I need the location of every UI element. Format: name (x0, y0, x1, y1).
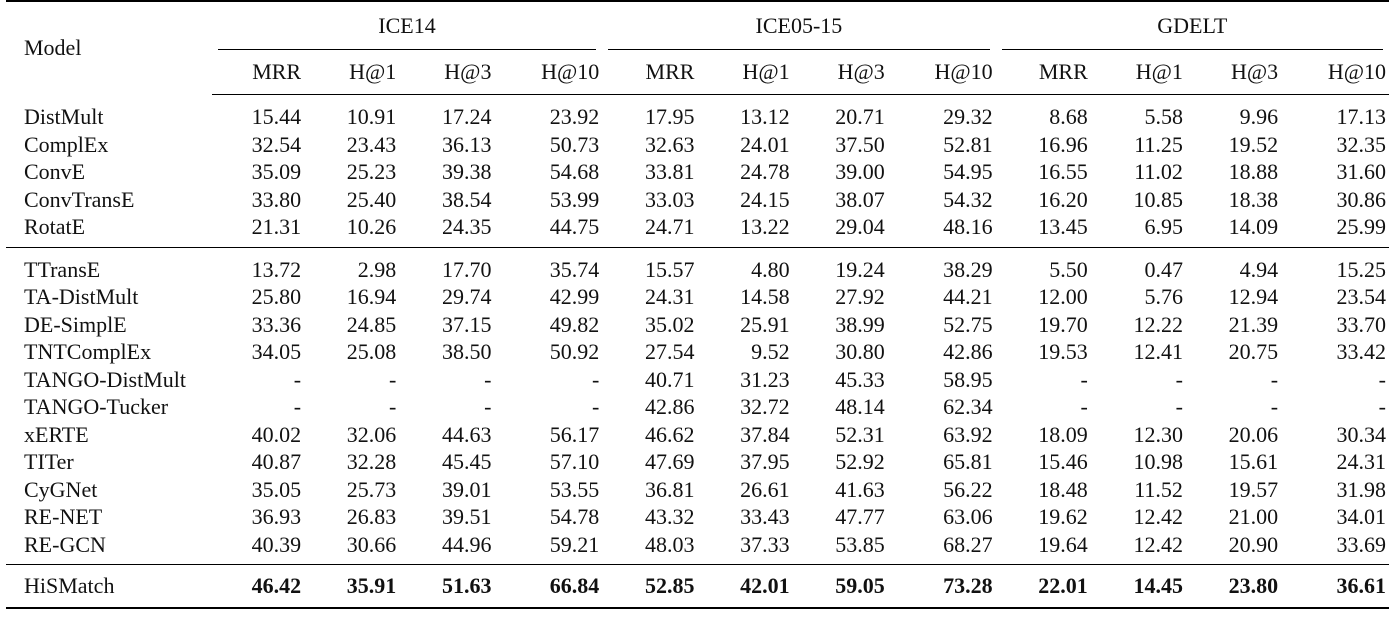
value-cell: - (1378, 366, 1386, 392)
value-cell: 53.85 (793, 531, 888, 565)
table-row (6, 247, 1389, 283)
value-cell: 19.52 (1228, 131, 1279, 157)
value-cell: 12.30 (1133, 421, 1183, 447)
value-cell: 33.81 (644, 159, 695, 184)
value-cell: 5.76 (1144, 284, 1183, 309)
table-row-proposed-model (6, 565, 1389, 609)
value-cell: 17.70 (441, 256, 492, 282)
value-cell: 38.54 (441, 186, 492, 212)
value-cell: 29.32 (943, 104, 993, 129)
value-cell: 44.21 (943, 284, 993, 309)
value-cell: 16.94 (346, 284, 397, 309)
value-cell: 57.10 (549, 449, 600, 474)
value-cell: - (1175, 366, 1183, 392)
model-name-cell: RotatE (6, 213, 212, 247)
group-underline (608, 49, 989, 50)
model-name-cell: ComplEx (24, 131, 109, 157)
value-cell: 37.84 (740, 421, 790, 447)
value-cell: 32.54 (251, 131, 302, 157)
value-cell: 12.22 (1133, 311, 1183, 337)
model-name-cell: TITer (24, 449, 74, 474)
model-name-cell: RE-NET (24, 504, 103, 529)
value-cell: 38.07 (835, 186, 885, 212)
metric-header: H@10 (494, 50, 602, 95)
value-cell: 32.28 (346, 449, 397, 474)
value-cell: 25.73 (346, 476, 397, 502)
value-cell: 4.94 (1239, 256, 1279, 282)
value-cell: 47.77 (835, 504, 885, 529)
value-cell: 24.31 (644, 284, 695, 309)
value-cell: 32.72 (740, 394, 790, 419)
value-cell: 33.36 (251, 311, 302, 337)
value-cell: 24.71 (602, 213, 697, 247)
value-cell: 30.34 (1336, 421, 1386, 447)
value-cell: 32.35 (1336, 131, 1386, 157)
value-cell: 27.92 (835, 284, 885, 309)
value-cell: 34.05 (251, 339, 302, 364)
value-cell: 33.03 (644, 186, 695, 212)
value-cell-best: 22.01 (996, 565, 1091, 609)
value-cell: 15.57 (644, 256, 695, 282)
value-cell: 40.02 (251, 421, 302, 447)
value-cell: 6.95 (1091, 213, 1186, 247)
model-name-cell: ConvE (24, 159, 86, 184)
value-cell-best: 66.84 (494, 565, 602, 609)
value-cell: 16.20 (1038, 186, 1088, 212)
value-cell: 19.53 (1038, 339, 1088, 364)
value-cell: 15.61 (1228, 449, 1279, 474)
value-cell: 24.78 (740, 159, 790, 184)
value-cell: 65.81 (943, 449, 993, 474)
model-name-cell: CyGNet (24, 476, 98, 502)
model-column-header: Model (6, 1, 212, 95)
value-cell: 35.05 (251, 476, 302, 502)
header-row-groups (6, 1, 1389, 50)
value-cell: 42.99 (549, 284, 600, 309)
value-cell-best: 46.42 (212, 565, 304, 609)
value-cell: 16.96 (1038, 131, 1088, 157)
value-cell: 10.85 (1133, 186, 1183, 212)
metric-header: H@1 (1091, 50, 1186, 95)
table-row (6, 186, 1389, 214)
value-cell: 31.23 (740, 366, 790, 392)
value-cell: 12.00 (1038, 284, 1088, 309)
value-cell: 56.17 (549, 421, 600, 447)
value-cell-best: 14.45 (1091, 565, 1186, 609)
metric-header: H@1 (304, 50, 399, 95)
value-cell: 2.98 (357, 256, 397, 282)
value-cell: 21.31 (212, 213, 304, 247)
group-header-ice14 (212, 1, 603, 50)
value-cell: 10.91 (346, 104, 397, 129)
value-cell: 53.55 (549, 476, 600, 502)
value-cell: 13.45 (996, 213, 1091, 247)
value-cell: 38.99 (835, 311, 885, 337)
value-cell: 41.63 (835, 476, 885, 502)
value-cell: 56.22 (943, 476, 993, 502)
value-cell: 37.15 (441, 311, 492, 337)
value-cell: 12.41 (1133, 339, 1183, 364)
results-table-container (6, 0, 1389, 609)
value-cell: 37.33 (697, 531, 792, 565)
value-cell: - (1270, 394, 1279, 419)
value-cell: 53.99 (549, 186, 600, 212)
value-cell: 63.92 (943, 421, 993, 447)
value-cell: 25.23 (346, 159, 397, 184)
value-cell: 49.82 (549, 311, 600, 337)
value-cell: 48.14 (835, 394, 885, 419)
model-name-cell: TANGO-DistMult (24, 366, 187, 392)
value-cell: 20.71 (835, 104, 885, 129)
metric-header: MRR (602, 50, 697, 95)
model-name-cell: TNTComplEx (24, 339, 152, 364)
value-cell: 30.66 (304, 531, 399, 565)
value-cell: 63.06 (943, 504, 993, 529)
value-cell-best: 59.05 (793, 565, 888, 609)
value-cell: 24.15 (740, 186, 790, 212)
model-name-cell: HiSMatch (6, 565, 212, 609)
value-cell: 23.54 (1336, 284, 1386, 309)
value-cell: 23.43 (346, 131, 397, 157)
value-cell: 39.51 (441, 504, 492, 529)
value-cell: 54.95 (943, 159, 993, 184)
value-cell: 18.09 (1038, 421, 1088, 447)
value-cell: 11.25 (1134, 131, 1183, 157)
value-cell: - (484, 394, 492, 419)
value-cell: 38.50 (441, 339, 492, 364)
value-cell: 19.70 (1038, 311, 1088, 337)
value-cell-best: 73.28 (888, 565, 996, 609)
value-cell: 18.38 (1228, 186, 1279, 212)
value-cell: 26.61 (740, 476, 790, 502)
value-cell: 54.32 (943, 186, 993, 212)
value-cell-best: 23.80 (1186, 565, 1281, 609)
value-cell: 25.08 (346, 339, 397, 364)
value-cell: 33.43 (740, 504, 790, 529)
value-cell: 5.58 (1144, 104, 1183, 129)
value-cell: 10.98 (1133, 449, 1183, 474)
value-cell: 15.44 (251, 104, 302, 129)
value-cell: 35.02 (644, 311, 695, 337)
metric-header: H@1 (697, 50, 792, 95)
value-cell: 20.75 (1228, 339, 1279, 364)
value-cell: 39.38 (441, 159, 492, 184)
table-row (6, 476, 1389, 504)
value-cell: - (591, 394, 600, 419)
value-cell-best: 52.85 (602, 565, 697, 609)
value-cell: 50.73 (549, 131, 600, 157)
value-cell: 34.01 (1336, 504, 1386, 529)
value-cell: 15.46 (1038, 449, 1088, 474)
value-cell: 25.80 (251, 284, 302, 309)
table-row (6, 283, 1389, 311)
value-cell: 36.13 (441, 131, 492, 157)
metric-header: MRR (212, 50, 304, 95)
value-cell: 32.06 (346, 421, 397, 447)
value-cell: 35.09 (251, 159, 302, 184)
value-cell: 35.74 (549, 256, 600, 282)
value-cell: 21.00 (1228, 504, 1279, 529)
model-name-cell: DE-SimplE (24, 311, 127, 337)
value-cell: 44.63 (441, 421, 492, 447)
value-cell: 9.52 (751, 339, 790, 364)
value-cell: 31.98 (1336, 476, 1386, 502)
value-cell: 18.88 (1228, 159, 1279, 184)
value-cell: 52.81 (943, 131, 993, 157)
group-header-ice05-15 (602, 1, 995, 50)
group-underline (218, 49, 597, 50)
value-cell: 37.95 (740, 449, 790, 474)
group-label: ICE14 (378, 13, 436, 38)
value-cell: 18.48 (1038, 476, 1088, 502)
value-cell: 19.62 (1038, 504, 1088, 529)
value-cell: 39.01 (441, 476, 492, 502)
model-name-cell: TA-DistMult (24, 284, 139, 309)
value-cell: 33.80 (251, 186, 302, 212)
value-cell: 40.71 (644, 366, 695, 392)
value-cell: - (388, 366, 397, 392)
value-cell: 48.03 (602, 531, 697, 565)
value-cell: 50.92 (549, 339, 600, 364)
value-cell: 24.35 (399, 213, 494, 247)
value-cell: 32.63 (644, 131, 695, 157)
value-cell: 25.91 (740, 311, 790, 337)
value-cell: 24.85 (346, 311, 397, 337)
value-cell: 36.81 (644, 476, 695, 502)
value-cell: 30.80 (835, 339, 885, 364)
value-cell: 13.12 (740, 104, 790, 129)
value-cell: 43.32 (644, 504, 695, 529)
value-cell: 23.92 (549, 104, 600, 129)
value-cell: - (484, 366, 492, 392)
value-cell: 11.52 (1134, 476, 1183, 502)
value-cell: 8.68 (1049, 104, 1088, 129)
value-cell: 26.83 (346, 504, 397, 529)
value-cell: 40.87 (251, 449, 302, 474)
table-row (6, 213, 1389, 247)
table-row (6, 338, 1389, 366)
value-cell: 14.09 (1186, 213, 1281, 247)
model-name-cell: DistMult (24, 103, 104, 129)
value-cell: 52.75 (943, 311, 993, 337)
value-cell-best: 35.91 (304, 565, 399, 609)
value-cell: 29.74 (441, 284, 492, 309)
model-name-cell: RE-GCN (6, 531, 212, 565)
table-row (6, 503, 1389, 531)
value-cell: 11.02 (1134, 159, 1183, 184)
value-cell: 13.22 (697, 213, 792, 247)
value-cell: 42.86 (943, 339, 993, 364)
value-cell: 40.39 (212, 531, 304, 565)
value-cell: - (1080, 366, 1088, 392)
value-cell-best: 51.63 (399, 565, 494, 609)
value-cell: 21.39 (1228, 311, 1279, 337)
value-cell: 9.96 (1239, 104, 1279, 129)
group-underline (1002, 49, 1383, 50)
value-cell: 15.25 (1336, 256, 1386, 282)
value-cell: 45.33 (835, 366, 885, 392)
metric-header: H@10 (888, 50, 996, 95)
value-cell: 30.86 (1336, 186, 1386, 212)
model-name-cell: TTransE (24, 256, 101, 282)
value-cell: 0.47 (1144, 256, 1183, 282)
value-cell: 4.80 (751, 256, 790, 282)
value-cell: 12.42 (1091, 531, 1186, 565)
metric-header: MRR (996, 50, 1091, 95)
value-cell: 33.70 (1336, 311, 1386, 337)
value-cell: - (388, 394, 397, 419)
group-header-gdelt (996, 1, 1389, 50)
value-cell-best: 36.61 (1281, 565, 1389, 609)
value-cell: 10.26 (304, 213, 399, 247)
model-name-cell: xERTE (24, 421, 89, 447)
value-cell: 44.75 (494, 213, 602, 247)
value-cell: 62.34 (943, 394, 993, 419)
value-cell: 20.90 (1186, 531, 1281, 565)
value-cell: 5.50 (1049, 256, 1088, 282)
value-cell: 19.64 (996, 531, 1091, 565)
value-cell: - (293, 394, 302, 419)
value-cell: 27.54 (644, 339, 695, 364)
value-cell: 17.24 (441, 104, 492, 129)
value-cell: 12.42 (1133, 504, 1183, 529)
table-row (6, 95, 1389, 131)
value-cell: - (1080, 394, 1088, 419)
metric-header: H@3 (399, 50, 494, 95)
value-cell: 48.16 (888, 213, 996, 247)
metric-header: H@10 (1281, 50, 1389, 95)
model-name-cell: ConvTransE (24, 186, 135, 212)
value-cell: 25.99 (1281, 213, 1389, 247)
table-body (6, 95, 1389, 609)
value-cell: 20.06 (1228, 421, 1279, 447)
value-cell: 14.58 (740, 284, 790, 309)
value-cell: 16.55 (1038, 159, 1088, 184)
value-cell: 29.04 (793, 213, 888, 247)
value-cell: 52.31 (835, 421, 885, 447)
value-cell: 13.72 (251, 256, 302, 282)
group-label: ICE05-15 (755, 13, 843, 38)
value-cell: 37.50 (835, 131, 885, 157)
value-cell: 54.68 (549, 159, 600, 184)
value-cell: 17.13 (1336, 104, 1386, 129)
table-row (6, 366, 1389, 394)
value-cell: 52.92 (835, 449, 885, 474)
group-label: GDELT (1157, 13, 1228, 38)
table-row (6, 421, 1389, 449)
value-cell: 46.62 (644, 421, 695, 447)
table-row (6, 158, 1389, 186)
table-row (6, 448, 1389, 476)
value-cell: 19.57 (1228, 476, 1279, 502)
value-cell: 25.40 (346, 186, 397, 212)
value-cell: 44.96 (399, 531, 494, 565)
value-cell: 59.21 (494, 531, 602, 565)
value-cell: 17.95 (644, 104, 695, 129)
value-cell: 33.69 (1281, 531, 1389, 565)
value-cell: 24.31 (1336, 449, 1386, 474)
value-cell: 38.29 (943, 256, 993, 282)
metric-header: H@3 (793, 50, 888, 95)
value-cell: 54.78 (549, 504, 600, 529)
table-row (6, 531, 1389, 565)
value-cell: 47.69 (644, 449, 695, 474)
value-cell: 12.94 (1228, 284, 1279, 309)
value-cell: 42.86 (644, 394, 695, 419)
value-cell: 68.27 (888, 531, 996, 565)
value-cell: 36.93 (251, 504, 302, 529)
table-row (6, 393, 1389, 421)
value-cell: 19.24 (835, 256, 885, 282)
value-cell: - (293, 366, 302, 392)
value-cell-best: 42.01 (697, 565, 792, 609)
table-row (6, 311, 1389, 339)
value-cell: 58.95 (943, 366, 993, 392)
value-cell: 39.00 (835, 159, 885, 184)
header-row-metrics (6, 50, 1389, 95)
value-cell: 31.60 (1336, 159, 1386, 184)
value-cell: - (591, 366, 600, 392)
value-cell: - (1270, 366, 1279, 392)
value-cell: 24.01 (740, 131, 790, 157)
value-cell: - (1378, 394, 1386, 419)
model-name-cell: TANGO-Tucker (24, 394, 169, 419)
results-table (6, 0, 1389, 609)
table-row (6, 131, 1389, 159)
metric-header: H@3 (1186, 50, 1281, 95)
value-cell: - (1175, 394, 1183, 419)
value-cell: 45.45 (441, 449, 492, 474)
value-cell: 33.42 (1336, 339, 1386, 364)
